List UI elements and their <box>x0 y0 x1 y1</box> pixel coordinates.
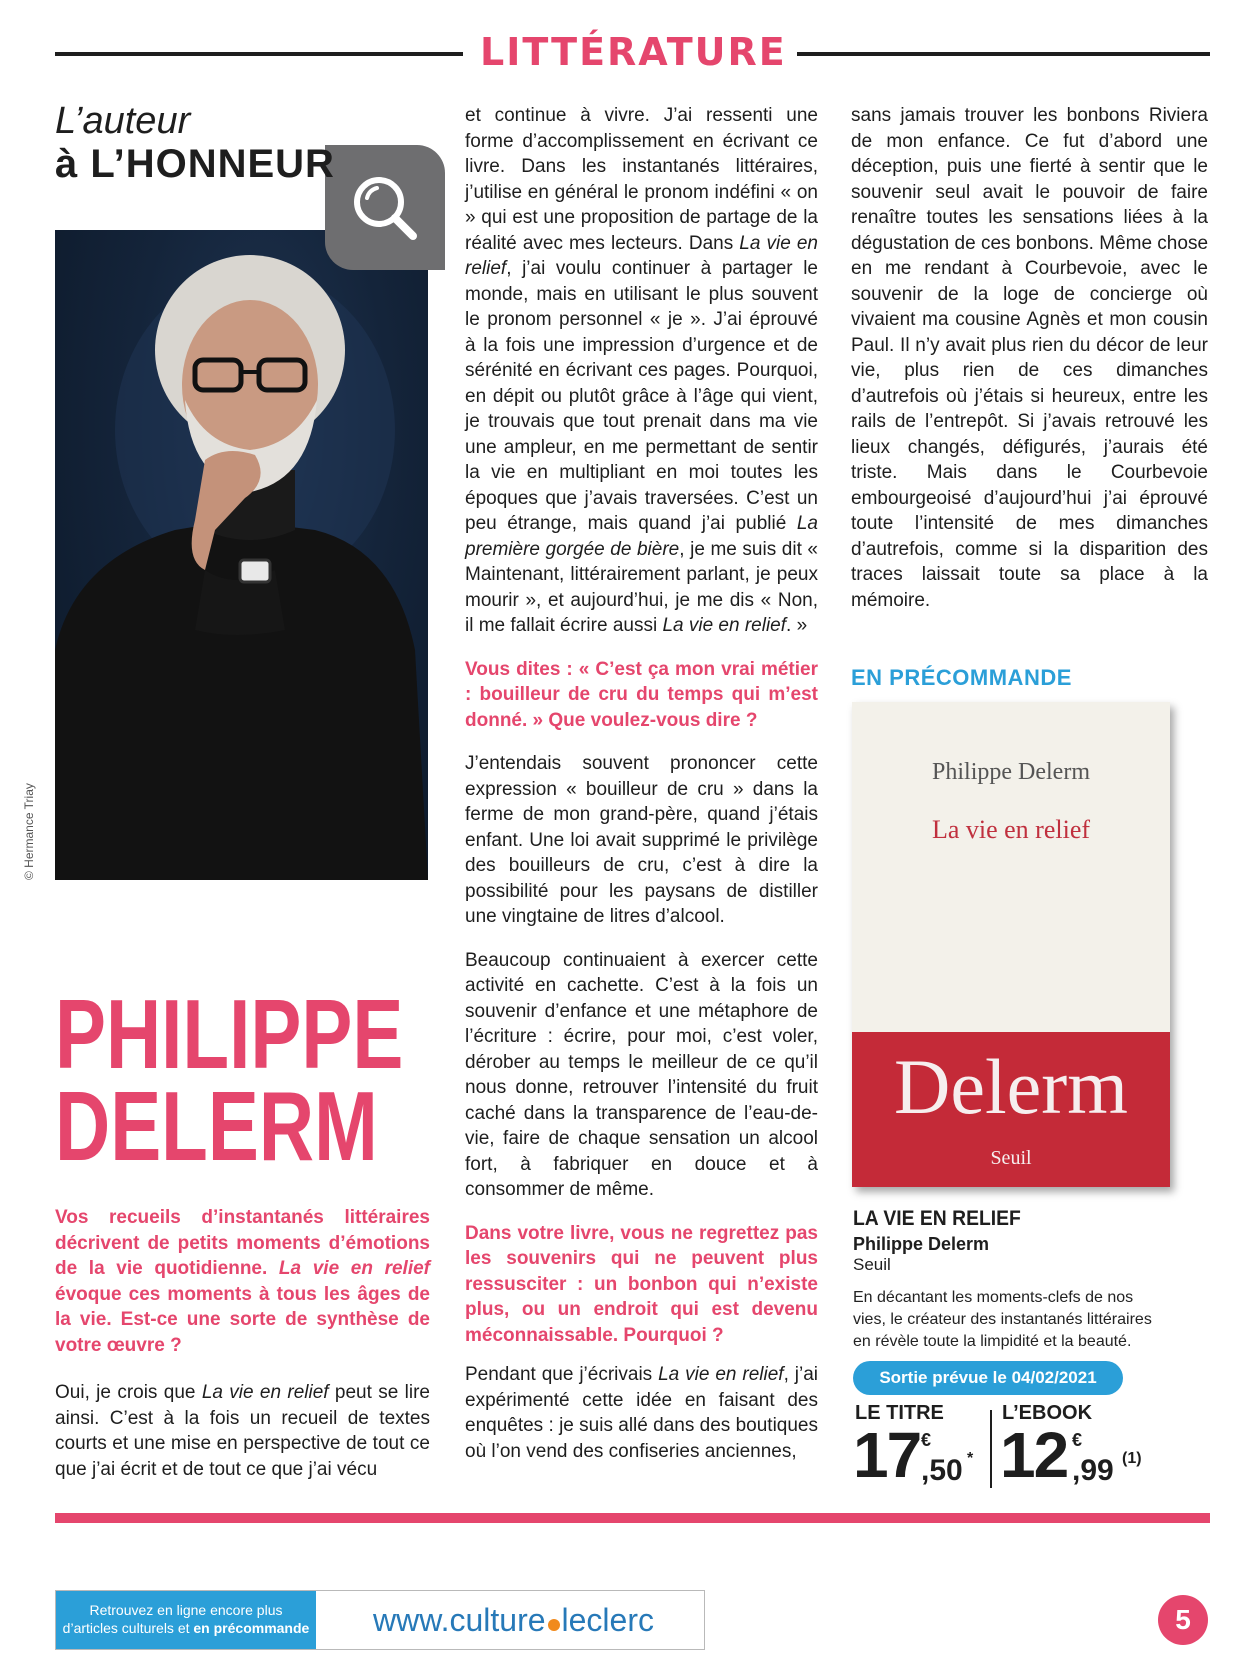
feature-label-line1: L’auteur <box>55 100 191 142</box>
answer-1: Oui, je crois que La vie en relief peut se lire ainsi. C’est à la fois un recueil de textes courts et une mise en perspective de tout ce que j’ai écrit et de tout ce que j’ai vécu <box>55 1382 430 1480</box>
footer-accent-bar <box>55 1513 1210 1523</box>
question-2: Vous dites : « C’est ça mon vrai métier : bouilleur de cru du temps qui m’est donné. » Que voulez-vous dire ? <box>465 658 818 731</box>
price-ebook: 12 € ,99 (1) <box>1000 1419 1142 1491</box>
product-publisher: Seuil <box>853 1255 891 1274</box>
author-first-name: PHILIPPE <box>55 979 404 1089</box>
price-title: 17 € ,50 * <box>853 1419 974 1491</box>
footer-promo: Retrouvez en ligne encore plus d’articles culturels et en précommande <box>56 1591 316 1649</box>
preorder-label: EN PRÉCOMMANDE <box>851 665 1072 690</box>
cover-author: Philippe Delerm <box>932 759 1090 785</box>
header-rule-right <box>797 52 1210 56</box>
middle-column <box>465 103 818 1478</box>
answer-2-p1: J’entendais souvent prononcer cette expression « bouilleur de cru » dans la ferme de mon grand-père, quand j’étais enfant. Une loi avait supprimé le privilège des bouilleurs de cru, c’est à dire la possibilité pour les paysans de distiller une vingtaine de litres d’alcool. <box>465 753 818 927</box>
magnifier-badge <box>325 145 445 270</box>
author-photo <box>55 230 428 880</box>
cover-band <box>852 1032 1170 1187</box>
question-1: Vos recueils d’instantanés littéraires décrivent de petits moments d’émotions de la vie quotidienne. La vie en relief évoque ces moments à tous les âges de la vie. Est-ce une sorte de synthèse de votre œuvre ? <box>55 1207 431 1356</box>
section-title: LITTÉRATURE <box>480 30 787 74</box>
footer-banner[interactable] <box>55 1590 705 1650</box>
right-column <box>851 103 1208 627</box>
url-dot-icon <box>548 1619 560 1631</box>
product-title: LA VIE EN RELIEF <box>853 1207 1021 1230</box>
answer-2-p2: Beaucoup continuaient à exercer cette activité en cachette. C’est à la fois un souvenir d’enfance et une métaphore de l’écriture : écrire, pour moi, c’est voler, dérober au temps le meilleur de ce qu’il nous donne, retrouver l’intensité du fruit caché dans la transparence de l’eau-de-vie, faire de chaque sensation un alcool fort, à fabriquer en douce et à consommer de même. <box>465 949 818 1200</box>
answer-1-continued: et continue à vivre. J’ai ressenti une forme d’accomplissement en écrivant ce livre. Dans les instantanés littéraires, j’utilise en général le pronom indéfini « on » qui est une proposition de partage de la réalité avec mes lecteurs. Dans La vie en relief, j’ai voulu continuer à partager le monde, mais en utilisant le plus souvent le pronom personnel « je ». J’ai éprouvé à la fois une impression d’urgence et de sérénité en écrivant ces pages. Pourquoi, en dépit ou plutôt grâce à l’âge qui vient, je trouvais que tout prenait dans ma vie une ampleur, en me permettant de sentir la vie en multipliant en moi toutes les époques que j’avais traversées. C’est un peu étrange, mais quand j’ai publié La première gorgée de bière, je me suis dit « Maintenant, littérairement parlant, je peux mourir », et aujourd’hui, je me dis « Non, il me fallait écrire aussi La vie en relief. » <box>465 105 819 636</box>
book-cover[interactable] <box>852 702 1170 1187</box>
price-ebook-label: L’EBOOK <box>1002 1402 1093 1424</box>
price-divider <box>990 1410 992 1488</box>
question-3: Dans votre livre, vous ne regrettez pas les souvenirs qui ne peuvent plus ressusciter : un bonbon qui n’existe plus, ou un endroit qui est devenu méconnaissable. Pourquoi ? <box>465 1222 818 1346</box>
footer-url-link[interactable]: www.culture leclerc <box>373 1602 654 1638</box>
magnifier-icon <box>345 168 425 248</box>
page-number: 5 <box>1158 1595 1208 1645</box>
cover-name: Delerm <box>894 1043 1128 1130</box>
answer-3: Pendant que j’écrivais La vie en relief, j’ai expérimenté cette idée en faisant des enquêtes : je suis allé dans des boutiques où l’on vend des confiseries anciennes, <box>465 1364 818 1462</box>
photo-credit: © Hermance Triay <box>22 783 36 880</box>
cover-publisher: Seuil <box>990 1147 1032 1169</box>
answer-3-continued: sans jamais trouver les bonbons Riviera de mon enfance. Ce fut d’abord une déception, puis une fierté à sentir que le souvenir seul avait le pouvoir de faire renaître toutes les sensations liées à la dégustation de ces bonbons. Même chose en me rendant à Courbevoie, avec le souvenir de la loge de concierge où vivaient ma cousine Agnès et mon cousin Paul. Il n’y avait plus rien du décor de leur vie, plus rien de ces dimanches d’autrefois où j’étais si heureux, entre les rails de l’entrepôt. Si j’avais retrouvé les lieux changés, défigurés, j’aurais été triste. Mais dans le Courbevoie embourgeoisé d’aujourd’hui j’ai éprouvé toute l’intensité de mes dimanches d’autrefois, comme si la disparition des traces laissait toute sa place à la mémoire. <box>851 105 1209 611</box>
feature-label-line2: à L’HONNEUR <box>55 142 335 186</box>
author-last-name: DELERM <box>55 1071 378 1181</box>
header-rule-left <box>55 52 463 56</box>
release-date-badge: Sortie prévue le 04/02/2021 <box>853 1361 1123 1395</box>
product-description: En décantant les moments-clefs de nos vies, le créateur des instantanés littéraires en révèle toute la limpidité et la beauté. <box>853 1289 1152 1350</box>
cover-title: La vie en relief <box>931 815 1091 844</box>
price-title-label: LE TITRE <box>855 1402 944 1424</box>
product-author: Philippe Delerm <box>853 1234 990 1254</box>
author-portrait-illustration <box>55 230 428 880</box>
